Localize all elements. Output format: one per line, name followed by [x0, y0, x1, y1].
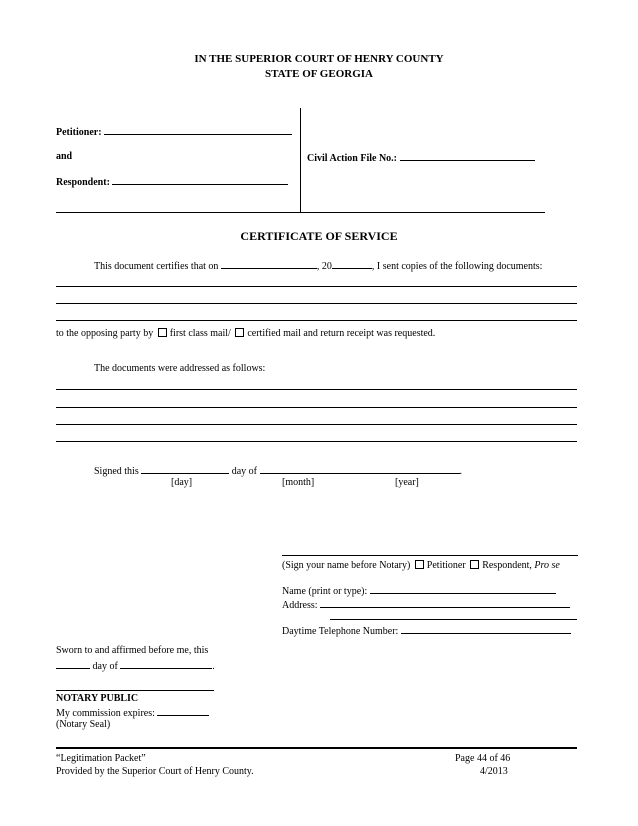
caption-divider	[300, 108, 301, 213]
document-title: CERTIFICATE OF SERVICE	[240, 229, 398, 243]
notary-title: NOTARY PUBLIC	[56, 693, 139, 704]
year-hint: [year]	[395, 477, 419, 488]
notary-signature-line[interactable]	[56, 690, 214, 691]
name-row	[282, 584, 556, 598]
footer-page: Page 44 of 46	[455, 753, 511, 764]
address-line-3[interactable]	[56, 424, 577, 425]
phone-row	[282, 624, 571, 638]
phone-field[interactable]	[401, 624, 571, 634]
respondent-checkbox[interactable]	[470, 560, 479, 569]
court-heading: IN THE SUPERIOR COURT OF HENRY COUNTY	[194, 53, 444, 65]
petitioner-row	[56, 125, 292, 139]
sign-label: (Sign your name before Notary)	[282, 560, 411, 571]
signed-period: .	[459, 466, 463, 477]
sworn-line-1: Sworn to and affirmed before me, this	[56, 645, 209, 656]
commission-label: My commission expires:	[56, 708, 155, 719]
documents-line-3[interactable]	[56, 320, 577, 321]
first-class-checkbox[interactable]	[158, 328, 167, 337]
month-hint: [month]	[282, 477, 315, 488]
footer-date: 4/2013	[480, 766, 508, 777]
caption-bottom-rule	[56, 212, 545, 213]
and-label: and	[56, 151, 73, 162]
file-no-label: Civil Action File No.:	[307, 153, 397, 164]
sworn-month-field[interactable]	[120, 659, 212, 669]
petitioner-option-label: Petitioner	[426, 560, 466, 571]
sign-row	[282, 560, 560, 572]
sworn-row-2	[56, 659, 215, 673]
documents-line-2[interactable]	[56, 303, 577, 304]
addressed-text: The documents were addressed as follows:	[94, 363, 266, 374]
respondent-option-label: Respondent,	[482, 560, 532, 571]
file-no-row	[307, 151, 535, 165]
footer-rule	[56, 747, 577, 749]
address-line-1[interactable]	[56, 389, 577, 390]
mail-row	[56, 328, 435, 340]
sworn-period: .	[212, 661, 215, 672]
respondent-label: Respondent:	[56, 177, 110, 188]
name-label: Name (print or type):	[282, 586, 368, 597]
pro-se-label: Pro se	[534, 560, 560, 571]
address-line-4[interactable]	[56, 441, 577, 442]
certified-label: certified mail and return receipt was requested.	[247, 328, 436, 339]
signature-line[interactable]	[282, 555, 578, 556]
service-year-field[interactable]	[332, 259, 372, 269]
address-field-line-2[interactable]	[330, 619, 577, 620]
signed-day-field[interactable]	[141, 464, 229, 474]
certify-text-start: This document certifies that on	[94, 261, 219, 272]
footer-packet: “Legitimation Packet”	[56, 753, 146, 764]
petitioner-field[interactable]	[104, 125, 292, 135]
commission-field[interactable]	[157, 706, 209, 716]
signed-row	[94, 464, 462, 478]
day-hint: [day]	[171, 477, 193, 488]
phone-label: Daytime Telephone Number:	[282, 626, 399, 637]
certify-text-end: , I sent copies of the following documents:	[371, 261, 543, 272]
address-line-2[interactable]	[56, 407, 577, 408]
signed-month-year-field[interactable]	[260, 464, 460, 474]
certified-checkbox[interactable]	[235, 328, 244, 337]
name-field[interactable]	[370, 584, 556, 594]
sworn-day-field[interactable]	[56, 659, 90, 669]
year-prefix: , 20	[316, 261, 332, 272]
address-field[interactable]	[320, 598, 570, 608]
respondent-row	[56, 175, 288, 189]
seal-label: (Notary Seal)	[56, 719, 111, 730]
mail-text-start: to the opposing party by	[56, 328, 154, 339]
documents-line-1[interactable]	[56, 286, 577, 287]
sworn-day-of: day of	[92, 661, 118, 672]
petitioner-label: Petitioner:	[56, 127, 102, 138]
address-row	[282, 598, 570, 612]
service-date-field[interactable]	[221, 259, 317, 269]
commission-row	[56, 706, 209, 720]
file-no-field[interactable]	[400, 151, 535, 161]
signed-day-of: day of	[231, 466, 258, 477]
signed-text-start: Signed this	[94, 466, 139, 477]
address-label: Address:	[282, 600, 318, 611]
first-class-label: first class mail/	[169, 328, 231, 339]
respondent-field[interactable]	[112, 175, 288, 185]
footer-provider: Provided by the Superior Court of Henry County.	[56, 766, 254, 777]
petitioner-checkbox[interactable]	[415, 560, 424, 569]
state-heading: STATE OF GEORGIA	[265, 68, 373, 80]
certify-row	[94, 259, 542, 273]
